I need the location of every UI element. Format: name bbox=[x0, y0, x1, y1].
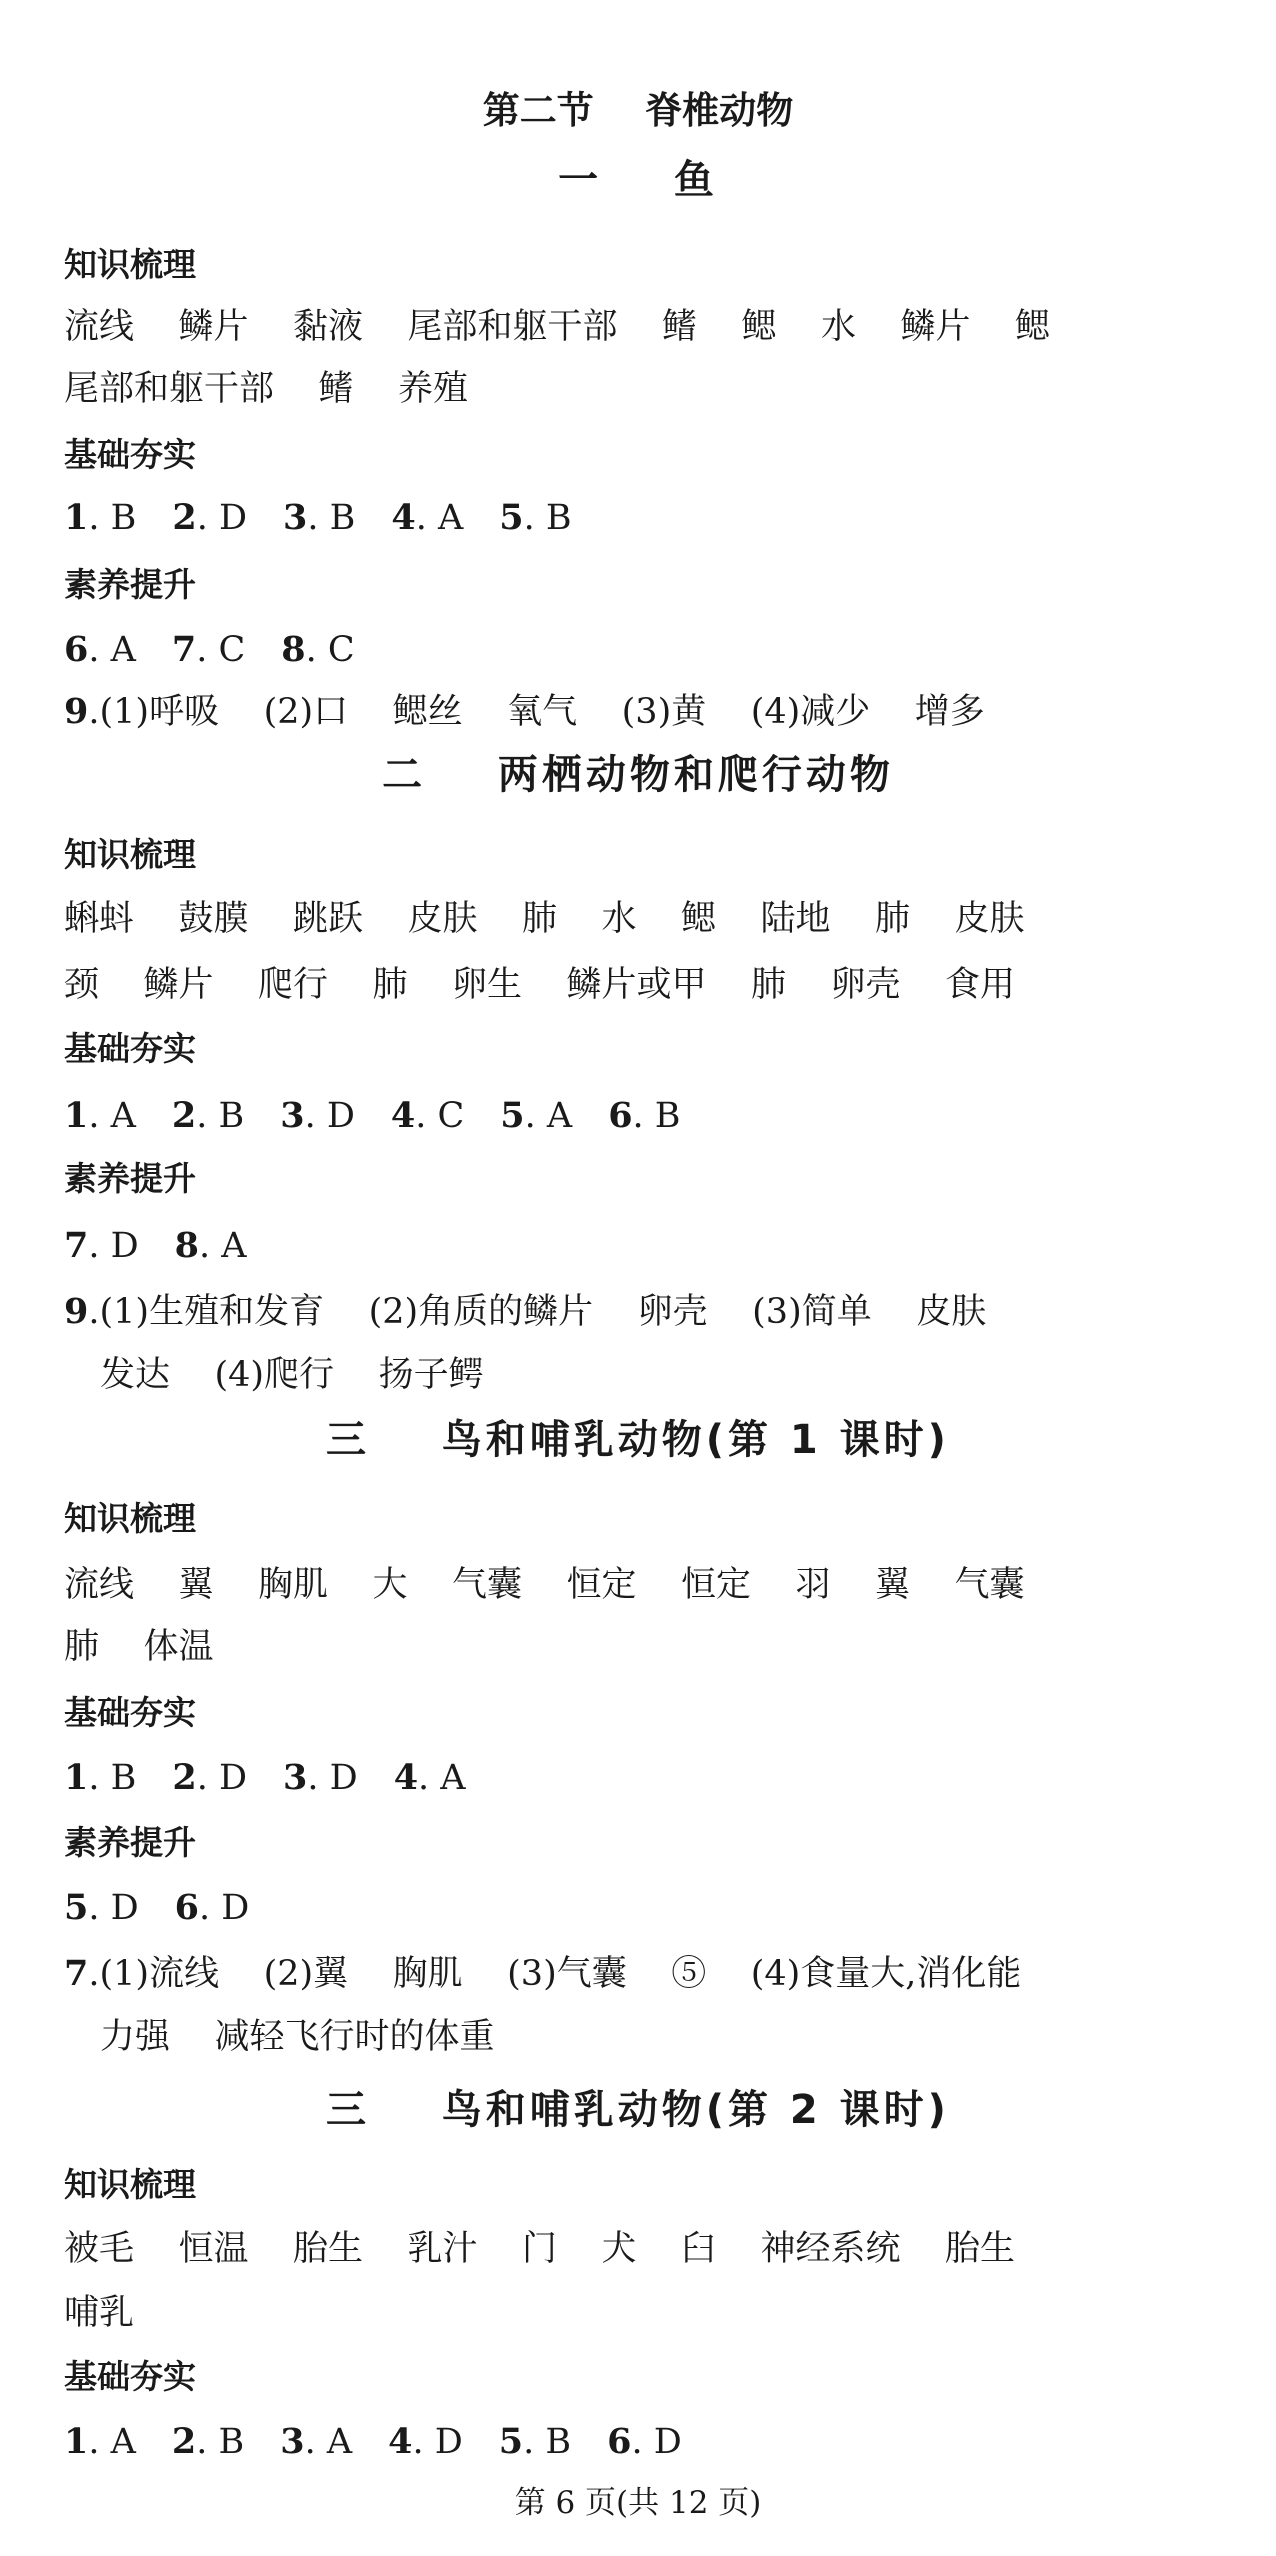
answer-item bbox=[64, 1757, 137, 1798]
question-number: 6 bbox=[64, 629, 89, 670]
question-number: 8 bbox=[281, 629, 306, 670]
answer-choice: . A bbox=[418, 1758, 466, 1798]
answer-choice: . B bbox=[88, 498, 137, 538]
subsection-label: 基础夯实 bbox=[64, 1029, 196, 1068]
answer-item bbox=[390, 1095, 465, 1136]
answer-choice: . A bbox=[88, 2422, 136, 2462]
question-number: 5 bbox=[498, 2421, 524, 2462]
knowledge-line: 尾部和躯干部 鳍 养殖 bbox=[64, 369, 469, 409]
question-number: 5 bbox=[500, 1095, 525, 1136]
knowledge-line: 流线 鳞片 黏液 尾部和躯干部 鳍 鳃 水 鳞片 鳃 bbox=[64, 307, 1051, 347]
answer-choice: . C bbox=[415, 1096, 465, 1136]
answer-choice: . A bbox=[199, 1226, 247, 1266]
answer-item bbox=[388, 2421, 463, 2462]
question-number: 7 bbox=[171, 629, 197, 670]
answer-choice: . B bbox=[196, 1096, 245, 1136]
subsection-label: 素养提升 bbox=[64, 1823, 196, 1862]
question-number: 1 bbox=[64, 497, 89, 538]
answer-choice: . B bbox=[196, 2422, 245, 2462]
answer-choice: . B bbox=[523, 2422, 572, 2462]
answer-item bbox=[64, 1095, 136, 1136]
answer-item bbox=[64, 497, 137, 538]
numbered-answer bbox=[64, 691, 985, 732]
answer-row bbox=[64, 2421, 718, 2462]
answer-continuation: 发达 (4)爬行 扬子鳄 bbox=[100, 1355, 484, 1395]
answer-item bbox=[174, 1225, 247, 1266]
answer-text: .(1)呼吸 (2)口 鳃丝 氧气 (3)黄 (4)减少 增多 bbox=[88, 692, 985, 732]
answer-choice: . B bbox=[307, 498, 356, 538]
answer-item bbox=[171, 2421, 245, 2462]
question-number: 2 bbox=[172, 1757, 197, 1798]
subsection-label: 基础夯实 bbox=[64, 435, 196, 474]
answer-row bbox=[64, 1095, 717, 1136]
question-number: 1 bbox=[64, 1757, 89, 1798]
answer-choice: . D bbox=[412, 2422, 463, 2462]
answer-item bbox=[608, 1095, 681, 1136]
question-number: 4 bbox=[391, 497, 416, 538]
answer-item bbox=[172, 1757, 248, 1798]
question-number: 6 bbox=[607, 2421, 632, 2462]
answer-choice: . D bbox=[196, 1758, 248, 1798]
answer-choice: . A bbox=[304, 2422, 353, 2462]
question-number: 3 bbox=[283, 497, 308, 538]
question-number: 8 bbox=[174, 1225, 200, 1266]
answer-item bbox=[498, 2421, 572, 2462]
subsection-label: 素养提升 bbox=[64, 565, 196, 604]
answer-row bbox=[64, 629, 391, 670]
answer-choice: . D bbox=[307, 1758, 358, 1798]
section-heading: 三 鸟和哺乳动物(第 2 课时) bbox=[326, 2087, 950, 2133]
answer-item bbox=[64, 629, 136, 670]
question-number: 1 bbox=[64, 1095, 89, 1136]
answer-item bbox=[64, 2421, 136, 2462]
answer-choice: . D bbox=[631, 2422, 682, 2462]
question-number: 1 bbox=[64, 2421, 89, 2462]
question-number: 5 bbox=[64, 1887, 89, 1928]
answer-choice: . B bbox=[523, 498, 572, 538]
numbered-answer bbox=[64, 1953, 1022, 1994]
question-number: 4 bbox=[393, 1757, 419, 1798]
question-number: 9 bbox=[64, 691, 89, 732]
answer-item bbox=[280, 1095, 355, 1136]
knowledge-line: 颈 鳞片 爬行 肺 卵生 鳞片或甲 肺 卵壳 食用 bbox=[64, 965, 1016, 1005]
question-number: 5 bbox=[499, 497, 524, 538]
answer-choice: . A bbox=[88, 630, 136, 670]
answer-choice: . D bbox=[196, 498, 248, 538]
subsection-label: 知识梳理 bbox=[64, 2165, 196, 2204]
question-number: 7 bbox=[64, 1225, 89, 1266]
section-heading: 三 鸟和哺乳动物(第 1 课时) bbox=[326, 1417, 950, 1463]
numbered-answer bbox=[64, 1291, 987, 1332]
answer-item bbox=[391, 497, 464, 538]
question-number: 4 bbox=[390, 1095, 416, 1136]
knowledge-line: 被毛 恒温 胎生 乳汁 门 犬 臼 神经系统 胎生 bbox=[64, 2229, 1016, 2269]
answer-item bbox=[174, 1887, 250, 1928]
answer-choice: . D bbox=[88, 1226, 139, 1266]
answer-choice: . C bbox=[196, 630, 246, 670]
answer-choice: . B bbox=[88, 1758, 137, 1798]
question-number: 9 bbox=[64, 1291, 89, 1332]
answer-item bbox=[172, 497, 248, 538]
subsection-label: 知识梳理 bbox=[64, 245, 196, 284]
answer-item bbox=[500, 1095, 573, 1136]
knowledge-line: 肺 体温 bbox=[64, 1627, 214, 1667]
question-number: 6 bbox=[174, 1887, 200, 1928]
knowledge-line: 蝌蚪 鼓膜 跳跃 皮肤 肺 水 鳃 陆地 肺 皮肤 bbox=[64, 899, 1025, 939]
answer-row bbox=[64, 1887, 285, 1928]
question-number: 3 bbox=[283, 1757, 308, 1798]
subsection-label: 素养提升 bbox=[64, 1159, 196, 1198]
answer-choice: . B bbox=[632, 1096, 681, 1136]
section-heading: 一 鱼 bbox=[558, 157, 718, 203]
answer-continuation: 力强 减轻飞行时的体重 bbox=[100, 2017, 495, 2057]
answer-item bbox=[281, 629, 355, 670]
answer-item bbox=[283, 497, 356, 538]
answer-item bbox=[283, 1757, 358, 1798]
question-number: 6 bbox=[608, 1095, 633, 1136]
question-number: 7 bbox=[64, 1953, 89, 1994]
page-footer: 第 6 页(共 12 页) bbox=[514, 2485, 762, 2521]
answer-choice: . D bbox=[88, 1888, 139, 1928]
subsection-label: 知识梳理 bbox=[64, 1499, 196, 1538]
subsection-label: 基础夯实 bbox=[64, 2357, 196, 2396]
knowledge-line: 流线 翼 胸肌 大 气囊 恒定 恒定 羽 翼 气囊 bbox=[64, 1565, 1025, 1605]
question-number: 4 bbox=[388, 2421, 413, 2462]
answer-item bbox=[607, 2421, 682, 2462]
page-title: 第二节 脊椎动物 bbox=[482, 89, 794, 132]
answer-text: .(1)流线 (2)翼 胸肌 (3)气囊 ⑤ (4)食量大,消化能 bbox=[88, 1954, 1022, 1994]
answer-choice: . A bbox=[415, 498, 464, 538]
subsection-label: 基础夯实 bbox=[64, 1693, 196, 1732]
knowledge-line: 哺乳 bbox=[64, 2293, 135, 2333]
answer-text: .(1)生殖和发育 (2)角质的鳞片 卵壳 (3)简单 皮肤 bbox=[88, 1292, 987, 1332]
answer-choice: . D bbox=[199, 1888, 250, 1928]
answer-item bbox=[171, 629, 246, 670]
question-number: 3 bbox=[280, 2421, 305, 2462]
answer-item bbox=[171, 1095, 245, 1136]
answer-item bbox=[64, 1887, 139, 1928]
answer-row bbox=[64, 1757, 502, 1798]
question-number: 3 bbox=[280, 1095, 305, 1136]
section-heading: 二 两栖动物和爬行动物 bbox=[382, 752, 894, 798]
answer-item bbox=[64, 1225, 139, 1266]
answer-row bbox=[64, 497, 608, 538]
answer-item bbox=[499, 497, 572, 538]
question-number: 2 bbox=[172, 497, 197, 538]
answer-item bbox=[280, 2421, 353, 2462]
answer-item bbox=[393, 1757, 466, 1798]
answer-choice: . A bbox=[524, 1096, 573, 1136]
answer-row bbox=[64, 1225, 283, 1266]
question-number: 2 bbox=[171, 2421, 197, 2462]
subsection-label: 知识梳理 bbox=[64, 835, 196, 874]
answer-choice: . C bbox=[305, 630, 355, 670]
answer-choice: . D bbox=[304, 1096, 355, 1136]
question-number: 2 bbox=[171, 1095, 197, 1136]
answer-choice: . A bbox=[88, 1096, 136, 1136]
